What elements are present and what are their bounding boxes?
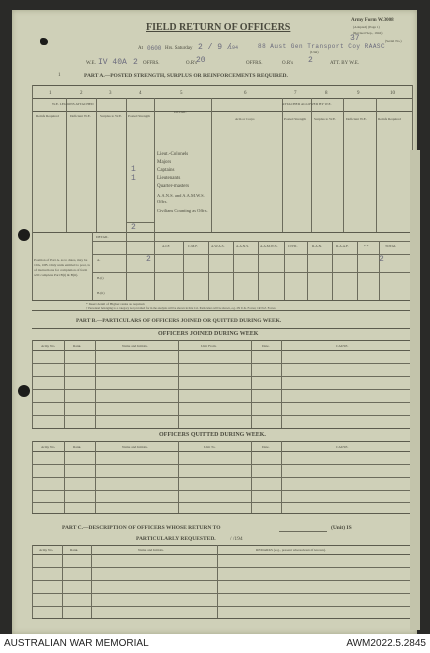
posted-lieutenants: 1 [131, 174, 136, 183]
part-b-title: PART B.—PARTICULARS OF OFFICERS JOINED OR QUITTED DURING WEEK. [76, 318, 282, 324]
part-a-cols-rule [32, 98, 412, 99]
part-a-detail-bottom [32, 300, 412, 301]
part-c-unit-blank [279, 531, 327, 532]
quitted-row-rule [32, 464, 412, 465]
joined-title: OFFICERS JOINED DURING WEEK [158, 331, 259, 337]
joined-col-date: Date. [262, 344, 270, 348]
detail-header-rule [92, 241, 412, 242]
col-divider [126, 98, 127, 300]
part-c-title-line1: PART C.—DESCRIPTION OF OFFICERS WHOSE RETURN TO [62, 525, 221, 531]
detail-left [92, 232, 93, 300]
col-num-2: 2 [80, 91, 83, 96]
part-c-col-remarks: REMARKS (e.g., present whereabouts if known). [256, 548, 326, 552]
rank-lieutenants: Lieutenants [157, 176, 181, 181]
ors-value-1: 20 [196, 56, 206, 65]
joined-col-divider [64, 340, 65, 428]
rank-majors: Majors [157, 160, 172, 165]
subhead-surplus-2: Surplus to W.E. [314, 117, 336, 121]
unit-label: (Unit) [310, 50, 319, 54]
offrs-value-1: 2 [133, 58, 138, 67]
joined-col-name: Name and Initials. [122, 344, 148, 348]
quitted-row-rule [32, 502, 412, 503]
ors-label-2: O.R's [282, 61, 294, 66]
part-a-number: 1 [58, 73, 61, 78]
part-c-date-blank: / /194 [230, 536, 243, 542]
at-label: At [138, 46, 143, 51]
detail-col-aamws: A.A.M.W.S. [260, 244, 278, 248]
joined-title-rule [32, 340, 412, 341]
subhead-posted-strength: Posted Strength [128, 114, 151, 118]
footnote-2: † Personnel belonging to a category not provided for in the analysis will be shown in this Col. Particulars will be shown, e.g. 2N U.K. Forces; 1R N.Z. Forces [86, 306, 276, 310]
we-label: W.E. [86, 61, 96, 66]
subhead-posted-strength-2: Posted Strength [284, 117, 307, 121]
detail-col-raaf: R.A.A.F. [336, 244, 349, 248]
quitted-col-name: Name and Initials. [122, 445, 148, 449]
offrs-label-2: OFFRS. [246, 61, 263, 66]
detail-col-aif: A.I.F. [162, 244, 170, 248]
detail-header: DETAIL [174, 110, 187, 114]
serial-no-label: (Serial No.) [385, 39, 402, 43]
detail-col-divider [379, 241, 380, 300]
rank-aans-aamws: A.A.N.S. and A.A.M.W.S. Offrs. [157, 193, 205, 204]
quitted-col-divider [251, 441, 252, 513]
part-c-row-rule [32, 606, 410, 607]
joined-col-army-no: Army No. [41, 344, 56, 348]
detail-col-aans: A.A.N.S. [236, 244, 250, 248]
rank-quartermasters: Quarter-masters [157, 184, 190, 189]
part-c-row-rule [32, 580, 410, 581]
quitted-col-divider [281, 441, 282, 513]
detail-row-bii: B.(ii) [97, 291, 105, 295]
joined-header-rule [32, 350, 412, 351]
detail-col-cmf: C.M.F. [188, 244, 198, 248]
joined-row-rule [32, 415, 412, 416]
detail-aif-a-value: 2 [146, 255, 151, 264]
quitted-col-divider [178, 441, 179, 513]
quitted-col-divider [64, 441, 65, 513]
quitted-col-unit-to: Unit To. [204, 445, 216, 449]
col-divider [376, 98, 377, 232]
part-a-note: Position of Part A. as to dates, may be 10A, 10B. Only units entitled to post, is of instructions for completion of form will complete Part B(i) & B(ii). [34, 258, 90, 277]
part-c-col-rank: Rank. [70, 548, 79, 552]
joined-col-divider [32, 340, 33, 428]
col-num-7: 7 [294, 91, 297, 96]
posted-total-rule [126, 222, 154, 223]
part-b-top-rule [32, 328, 412, 329]
part-c-row-rule [32, 567, 410, 568]
offrs-label-1: OFFRS. [143, 61, 160, 66]
detail-col-detail: DETAIL [96, 235, 109, 239]
unit-value: 88 Aust Gen Transport Coy RAASC [258, 43, 386, 50]
form-page [12, 10, 417, 634]
rank-lieut-colonels: Lieut.-Colonels [157, 152, 189, 157]
joined-col-unit-from: Unit From. [201, 344, 217, 348]
joined-col-divider [281, 340, 282, 428]
subhead-surplus: Surplus to W.E. [100, 114, 122, 118]
quitted-bottom-rule [32, 513, 412, 514]
hole-punch-mark [40, 38, 48, 45]
we-header: W.E. LEGIONS ATTACHED [52, 102, 94, 106]
part-a-main-bottom [32, 232, 412, 233]
col-num-10: 10 [390, 91, 395, 96]
joined-bottom-rule [32, 428, 412, 429]
serial-no-value: 37 [350, 34, 360, 43]
form-title: FIELD RETURN OF OFFICERS [146, 22, 291, 33]
col-divider [96, 98, 97, 232]
ors-label-1: O.R's [186, 61, 198, 66]
part-c-col-divider [32, 545, 33, 618]
binder-hole-bottom [18, 385, 30, 397]
posted-captains: 1 [131, 165, 136, 174]
part-a-footnote-rule [32, 310, 412, 311]
detail-row-bi: B.(i) [97, 276, 104, 280]
part-c-col-divider [62, 545, 63, 618]
quitted-col-rank: Rank. [73, 445, 82, 449]
subhead-reinfs-required: Reinfs Required [36, 114, 59, 118]
binder-hole-top [18, 229, 30, 241]
detail-col-divider [258, 241, 259, 300]
part-a-subhead-rule [32, 111, 412, 112]
detail-col-civil: CIVIL [288, 244, 298, 248]
detail-total-a-value: 2 [379, 255, 384, 264]
col-divider [154, 98, 155, 300]
army-form-number: Army Form W.3008 [351, 18, 394, 23]
joined-row-rule [32, 376, 412, 377]
subhead-deficient-2: Deficient W.E. [346, 117, 367, 121]
part-c-col-army-no: Army No. [39, 548, 54, 552]
part-c-header-rule [32, 554, 410, 555]
col-num-5: 5 [180, 91, 183, 96]
part-c-col-divider [91, 545, 92, 618]
part-c-top-rule [32, 545, 410, 546]
col-num-9: 9 [357, 91, 360, 96]
ors-value-2: 2 [308, 56, 313, 65]
quitted-row-rule [32, 490, 412, 491]
joined-col-rank: Rank. [73, 344, 82, 348]
at-value: 0600 [147, 45, 162, 52]
footnote-1: * Insert detail of Higher ranks as required. [86, 302, 146, 306]
caption-left: AUSTRALIAN WAR MEMORIAL [4, 638, 149, 649]
detail-row-a-rule [92, 254, 412, 255]
subhead-reinfs-required-2: Reinfs Required [378, 117, 401, 121]
detail-row-a: A. [97, 258, 101, 262]
col-divider [282, 98, 283, 232]
joined-col-divider [251, 340, 252, 428]
part-c-unit-is: (Unit) IS [331, 525, 352, 531]
joined-col-divider [95, 340, 96, 428]
hrs-label: Hrs. Saturday [165, 46, 193, 51]
quitted-row-rule [32, 477, 412, 478]
col-divider [211, 98, 212, 232]
year-value: 194 [229, 45, 239, 51]
col-divider [311, 98, 312, 232]
detail-col-total: TOTAL [385, 244, 397, 248]
col-num-8: 8 [325, 91, 328, 96]
paper-edge-strip [410, 150, 420, 630]
part-a-top-rule [32, 85, 412, 86]
archive-caption-bar [0, 634, 430, 653]
part-a-border-left [32, 85, 33, 300]
army-form-revised: (Revised Sep., 1942) [353, 31, 383, 35]
detail-col-divider [357, 241, 358, 300]
part-c-row-rule [32, 593, 410, 594]
detail-row-bi-rule [92, 272, 412, 273]
quitted-header-rule [32, 451, 412, 452]
col-num-1: 1 [49, 91, 52, 96]
attached-header: ATTACHED ALLOWED BY W.E. [282, 102, 332, 106]
quitted-title: OFFICERS QUITTED DURING WEEK. [159, 432, 266, 438]
col-num-6: 6 [244, 91, 247, 96]
posted-total: 2 [131, 223, 136, 232]
quitted-col-date: Date. [262, 445, 270, 449]
subhead-arm-corps: Arm or Corps [235, 117, 255, 121]
subhead-deficient: Deficient W.E. [70, 114, 91, 118]
detail-col-divider [307, 241, 308, 300]
joined-row-rule [32, 363, 412, 364]
detail-col-awas: A.W.A.S. [211, 244, 225, 248]
joined-col-divider [178, 340, 179, 428]
part-c-bottom-rule [32, 618, 410, 619]
caption-right: AWM2022.5.2845 [346, 638, 426, 649]
rank-captains: Captains [157, 168, 175, 173]
date-value: 2 / 9 / [198, 43, 232, 52]
quitted-title-rule [32, 441, 412, 442]
joined-row-rule [32, 389, 412, 390]
col-num-4: 4 [139, 91, 142, 96]
col-divider [343, 98, 344, 232]
detail-col-divider [183, 241, 184, 300]
col-divider [66, 98, 67, 232]
detail-col-divider [208, 241, 209, 300]
quitted-col-cause: CAUSE. [336, 445, 349, 449]
col-num-3: 3 [109, 91, 112, 96]
detail-col-divider [284, 241, 285, 300]
quitted-col-divider [95, 441, 96, 513]
detail-col-other: * * [364, 244, 369, 248]
rank-civilians: Civilians Counting as Offrs. [157, 208, 208, 213]
quitted-col-divider [32, 441, 33, 513]
quitted-col-army-no: Army No. [41, 445, 56, 449]
army-form-adapted: (Adapted) (Page 1) [353, 25, 380, 29]
detail-col-ran: R.A.N. [312, 244, 323, 248]
detail-col-divider [332, 241, 333, 300]
we-value: IV 40A [98, 58, 127, 67]
joined-row-rule [32, 402, 412, 403]
joined-col-cause: CAUSE. [336, 344, 349, 348]
part-c-col-name: Name and Initials. [138, 548, 164, 552]
part-c-col-divider [217, 545, 218, 618]
detail-col-divider [233, 241, 234, 300]
att-label: ATT. BY W.E. [330, 61, 360, 66]
part-a-title: PART A.—POSTED STRENGTH, SURPLUS OR REINFORCEMENTS REQUIRED. [84, 73, 288, 79]
part-c-title-line2: PARTICULARLY REQUESTED. [136, 536, 216, 542]
